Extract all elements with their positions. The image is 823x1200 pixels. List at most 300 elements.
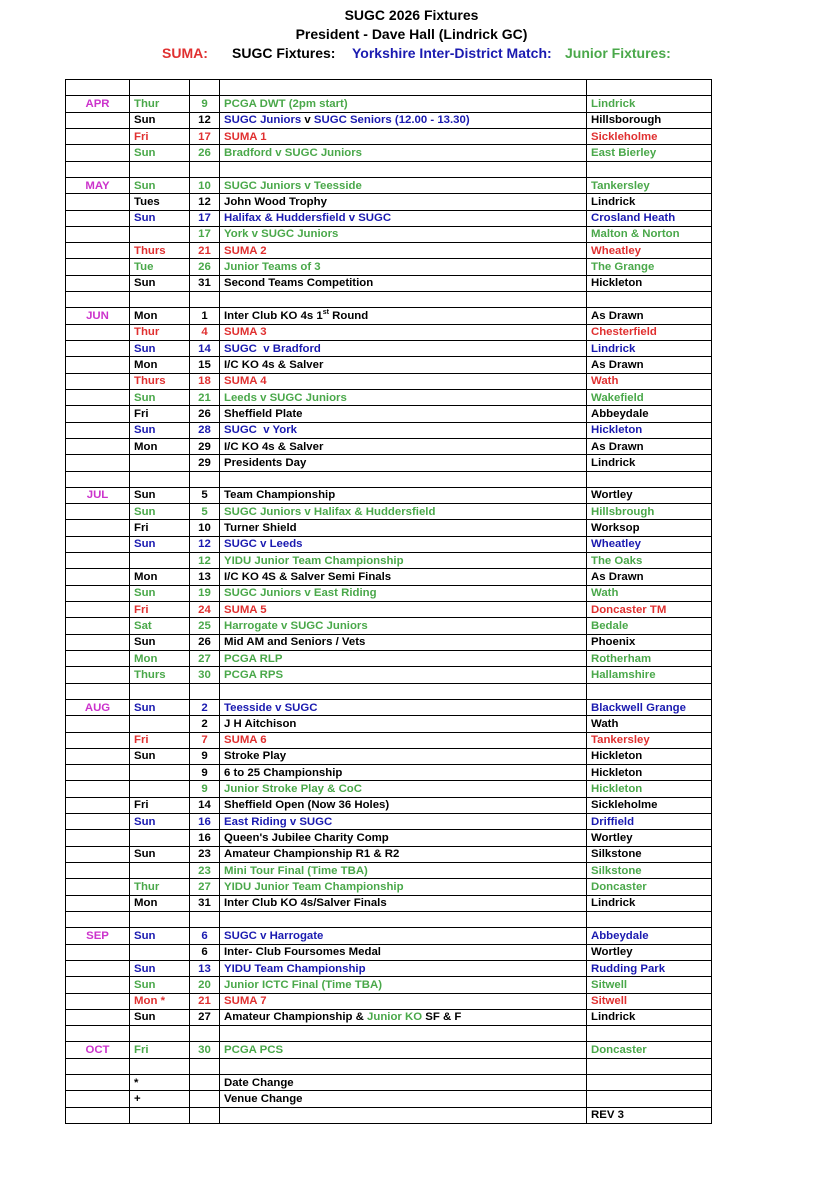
event-cell [220,667,587,683]
fixture-row [66,928,712,944]
fixture-row [66,993,712,1009]
venue-cell: Tankersley [587,177,712,193]
month-cell [66,145,130,161]
fixture-row [66,536,712,552]
event-cell [220,471,587,487]
date-cell: 12 [190,112,220,128]
fixture-row [66,977,712,993]
day-cell: Tue [130,259,190,275]
venue-cell: Hickleton [587,781,712,797]
event-cell [220,928,587,944]
date-cell: 23 [190,863,220,879]
day-cell: Sun [130,389,190,405]
venue-cell: Wheatley [587,536,712,552]
day-cell [130,911,190,927]
fixture-row [66,177,712,193]
event-cell [220,341,587,357]
event-text: John Wood Trophy [224,195,327,208]
fixture-row [66,553,712,569]
venue-cell: The Grange [587,259,712,275]
day-cell [130,781,190,797]
day-cell: Thur [130,324,190,340]
venue-cell: Abbeydale [587,406,712,422]
date-cell: 25 [190,618,220,634]
day-cell: Mon [130,569,190,585]
event-cell [220,716,587,732]
spacer-row [66,911,712,927]
venue-cell [587,80,712,96]
day-cell: Fri [130,732,190,748]
date-cell [190,911,220,927]
event-cell [220,618,587,634]
date-cell: 19 [190,585,220,601]
event-text: SUMA 4 [224,375,267,388]
event-text: PCGA PCS [224,1044,284,1057]
event-text: I/C KO 4S & Salver Semi Finals [224,571,392,584]
venue-cell: As Drawn [587,438,712,454]
event-text: Amateur Championship & [224,1011,368,1024]
venue-cell: Hickleton [587,765,712,781]
month-cell: AUG [66,699,130,715]
event-text: SUGC v York [224,424,298,437]
month-cell [66,80,130,96]
month-cell [66,1075,130,1091]
date-cell: 15 [190,357,220,373]
date-cell: 14 [190,797,220,813]
event-cell [220,536,587,552]
venue-cell: Wath [587,585,712,601]
month-cell [66,422,130,438]
venue-cell: Wortley [587,944,712,960]
venue-cell: Sitwell [587,993,712,1009]
event-text: Harrogate v SUGC Juniors [224,619,368,632]
event-cell [220,177,587,193]
month-cell [66,846,130,862]
venue-cell: The Oaks [587,553,712,569]
date-cell [190,80,220,96]
month-cell [66,194,130,210]
date-cell: 24 [190,602,220,618]
date-cell: 9 [190,96,220,112]
venue-cell [587,471,712,487]
fixtures-table [65,79,712,1124]
venue-cell [587,1058,712,1074]
event-text: SUMA 6 [224,734,267,747]
event-text: SUGC v Bradford [224,342,321,355]
date-cell: 18 [190,373,220,389]
day-cell [130,455,190,471]
day-cell: Sun [130,275,190,291]
month-cell [66,781,130,797]
event-text: Bradford v SUGC Juniors [224,146,362,159]
event-text: SUGC Seniors [313,114,392,127]
venue-cell: Driffield [587,814,712,830]
fixture-row [66,373,712,389]
event-cell [220,569,587,585]
event-text: Round [328,310,369,323]
event-cell [220,504,587,520]
date-cell: 4 [190,324,220,340]
venue-cell: REV 3 [587,1107,712,1123]
date-cell [190,683,220,699]
event-cell [220,96,587,112]
day-cell: Mon [130,895,190,911]
date-cell: 16 [190,830,220,846]
day-cell: Mon [130,650,190,666]
day-cell [130,944,190,960]
event-cell [220,243,587,259]
day-cell: Fri [130,602,190,618]
day-cell: Tues [130,194,190,210]
month-cell [66,373,130,389]
event-cell [220,357,587,373]
fixture-row [66,112,712,128]
date-cell [190,1091,220,1107]
fixture-row [66,226,712,242]
page-title: SUGC 2026 Fixtures [344,7,479,23]
event-text: Junior KO [367,1011,423,1024]
event-cell [220,406,587,422]
event-text: Sheffield Open (Now 36 Holes) [224,799,390,812]
fixture-row [66,520,712,536]
event-text: SUMA 7 [224,995,267,1008]
fixture-row [66,357,712,373]
venue-cell: Blackwell Grange [587,699,712,715]
day-cell [130,830,190,846]
event-text: SUMA 1 [224,130,267,143]
fixture-row [66,422,712,438]
day-cell [130,80,190,96]
fixture-row [66,1042,712,1058]
date-cell: 17 [190,128,220,144]
venue-cell: Wath [587,716,712,732]
month-cell [66,504,130,520]
venue-cell: Hickleton [587,422,712,438]
event-cell [220,1042,587,1058]
event-text: PCGA RLP [224,652,283,665]
fixture-row [66,863,712,879]
fixture-row [66,259,712,275]
event-cell [220,112,587,128]
event-cell [220,781,587,797]
day-cell: Thurs [130,243,190,259]
event-cell [220,634,587,650]
venue-cell: Hillsbrough [587,504,712,520]
date-cell: 16 [190,814,220,830]
event-cell [220,911,587,927]
note-row [66,1107,712,1123]
spacer-row [66,471,712,487]
event-cell [220,422,587,438]
event-text: st [322,309,329,317]
date-cell: 10 [190,177,220,193]
venue-cell: Chesterfield [587,324,712,340]
date-cell: 27 [190,650,220,666]
legend-item: SUGC Fixtures: [232,45,336,61]
venue-cell: Lindrick [587,455,712,471]
event-cell: Venue Change [220,1091,587,1107]
fixture-row [66,960,712,976]
month-cell: OCT [66,1042,130,1058]
day-cell: Fri [130,1042,190,1058]
month-cell [66,406,130,422]
month-cell [66,210,130,226]
day-cell [130,863,190,879]
day-cell: Sun [130,699,190,715]
month-cell [66,455,130,471]
month-cell [66,683,130,699]
fixture-row [66,602,712,618]
president-line: President - Dave Hall (Lindrick GC) [295,26,528,42]
venue-cell: Rudding Park [587,960,712,976]
month-cell [66,243,130,259]
spacer-row [66,683,712,699]
date-cell: 29 [190,438,220,454]
fixture-row [66,650,712,666]
event-cell [220,210,587,226]
venue-cell: Lindrick [587,341,712,357]
day-cell: Mon [130,357,190,373]
day-cell: Sun [130,846,190,862]
fixture-row [66,781,712,797]
day-cell: Sun [130,487,190,503]
venue-cell: Bedale [587,618,712,634]
date-cell [190,1058,220,1074]
event-text: Queen's Jubilee Charity Comp [224,832,389,845]
event-cell [220,797,587,813]
day-cell: Sun [130,585,190,601]
spacer-row [66,1026,712,1042]
day-cell: Thur [130,879,190,895]
day-cell: Sun [130,177,190,193]
venue-cell [587,1026,712,1042]
venue-cell [587,292,712,308]
date-cell: 10 [190,520,220,536]
date-cell: 14 [190,341,220,357]
month-cell [66,716,130,732]
month-cell [66,1026,130,1042]
fixture-row [66,667,712,683]
month-cell [66,585,130,601]
event-text: East Riding v SUGC [224,815,333,828]
event-cell [220,602,587,618]
venue-cell: Silkstone [587,863,712,879]
event-cell [220,993,587,1009]
date-cell: 21 [190,993,220,1009]
event-text: YIDU Junior Team Championship [224,554,404,567]
month-cell [66,553,130,569]
month-cell [66,993,130,1009]
venue-cell: Doncaster [587,879,712,895]
day-cell: Sun [130,341,190,357]
event-cell [220,863,587,879]
legend-item: Junior Fixtures: [565,45,671,61]
fixture-row [66,438,712,454]
day-cell: Mon * [130,993,190,1009]
venue-cell: Hickleton [587,275,712,291]
date-cell: 2 [190,699,220,715]
month-cell [66,292,130,308]
venue-cell: As Drawn [587,569,712,585]
date-cell: 26 [190,406,220,422]
fixture-row [66,455,712,471]
venue-cell: Wath [587,373,712,389]
fixture-row [66,569,712,585]
month-cell [66,389,130,405]
event-text: PCGA DWT (2pm start) [224,97,348,110]
fixture-row [66,504,712,520]
date-cell: 2 [190,716,220,732]
event-cell [220,455,587,471]
month-cell [66,830,130,846]
date-cell: 9 [190,765,220,781]
event-cell [220,765,587,781]
month-cell: JUN [66,308,130,324]
day-cell: Fri [130,128,190,144]
month-cell [66,161,130,177]
venue-cell: Sickleholme [587,128,712,144]
fixture-row [66,879,712,895]
day-cell: Sun [130,634,190,650]
fixture-row [66,210,712,226]
event-text: 6 to 25 Championship [224,766,343,779]
spacer-row [66,1058,712,1074]
venue-cell: Malton & Norton [587,226,712,242]
month-cell [66,259,130,275]
venue-cell: Lindrick [587,194,712,210]
event-text: Second Teams Competition [224,277,374,290]
day-cell: Sun [130,504,190,520]
fixture-row [66,308,712,324]
date-cell: 13 [190,960,220,976]
event-cell [220,1009,587,1025]
venue-cell: Sickleholme [587,797,712,813]
event-cell [220,324,587,340]
date-cell: 20 [190,977,220,993]
day-cell: Sun [130,1009,190,1025]
day-cell: Fri [130,406,190,422]
venue-cell: Hallamshire [587,667,712,683]
date-cell: 27 [190,879,220,895]
venue-cell: Lindrick [587,895,712,911]
event-cell [220,389,587,405]
venue-cell: Wheatley [587,243,712,259]
date-cell: 6 [190,944,220,960]
event-text: Teesside v SUGC [224,701,318,714]
day-cell: Sun [130,210,190,226]
event-cell [220,161,587,177]
venue-cell: Sitwell [587,977,712,993]
date-cell: 17 [190,210,220,226]
month-cell [66,341,130,357]
venue-cell: As Drawn [587,357,712,373]
date-cell [190,1075,220,1091]
date-cell: 30 [190,667,220,683]
date-cell: 7 [190,732,220,748]
event-cell [220,308,587,324]
event-cell [220,846,587,862]
event-text: SUGC Juniors [224,114,302,127]
day-cell [130,226,190,242]
day-cell: + [130,1091,190,1107]
venue-cell: Phoenix [587,634,712,650]
month-cell [66,667,130,683]
legend-item: Yorkshire Inter-District Match: [352,45,552,61]
fixture-row [66,585,712,601]
date-cell: 30 [190,1042,220,1058]
venue-cell: Wakefield [587,389,712,405]
event-text: I/C KO 4s & Salver [224,440,324,453]
event-text: SF & F [422,1011,462,1024]
day-cell: Fri [130,797,190,813]
fixture-row [66,797,712,813]
day-cell: Sun [130,928,190,944]
event-text: SUGC Juniors v East Riding [224,587,377,600]
month-cell [66,471,130,487]
date-cell: 26 [190,634,220,650]
event-cell [220,650,587,666]
event-cell [220,194,587,210]
fixture-row [66,389,712,405]
day-cell: Sun [130,145,190,161]
event-text: Turner Shield [224,522,297,535]
date-cell: 13 [190,569,220,585]
fixture-row [66,618,712,634]
day-cell: Thur [130,96,190,112]
event-cell [220,1058,587,1074]
event-text: Stroke Play [224,750,287,763]
event-cell [220,373,587,389]
event-cell [220,553,587,569]
day-cell: * [130,1075,190,1091]
venue-cell: Rotherham [587,650,712,666]
event-cell [220,814,587,830]
day-cell [130,683,190,699]
month-cell [66,960,130,976]
event-text: YIDU Junior Team Championship [224,880,404,893]
month-cell: APR [66,96,130,112]
day-cell: Sat [130,618,190,634]
event-cell [220,275,587,291]
fixture-row [66,748,712,764]
date-cell: 27 [190,1009,220,1025]
fixture-row [66,487,712,503]
month-cell [66,748,130,764]
month-cell [66,977,130,993]
event-cell [220,1107,587,1123]
month-cell [66,911,130,927]
venue-cell [587,1091,712,1107]
month-cell: SEP [66,928,130,944]
venue-cell: Crosland Heath [587,210,712,226]
day-cell: Sun [130,960,190,976]
day-cell: Sun [130,977,190,993]
date-cell: 31 [190,275,220,291]
day-cell [130,161,190,177]
date-cell: 9 [190,748,220,764]
event-cell [220,226,587,242]
event-cell [220,520,587,536]
event-cell [220,732,587,748]
month-cell [66,1009,130,1025]
date-cell: 12 [190,194,220,210]
date-cell: 1 [190,308,220,324]
day-cell: Sun [130,814,190,830]
month-cell [66,1107,130,1123]
day-cell: Mon [130,438,190,454]
day-cell: Mon [130,308,190,324]
month-cell [66,569,130,585]
